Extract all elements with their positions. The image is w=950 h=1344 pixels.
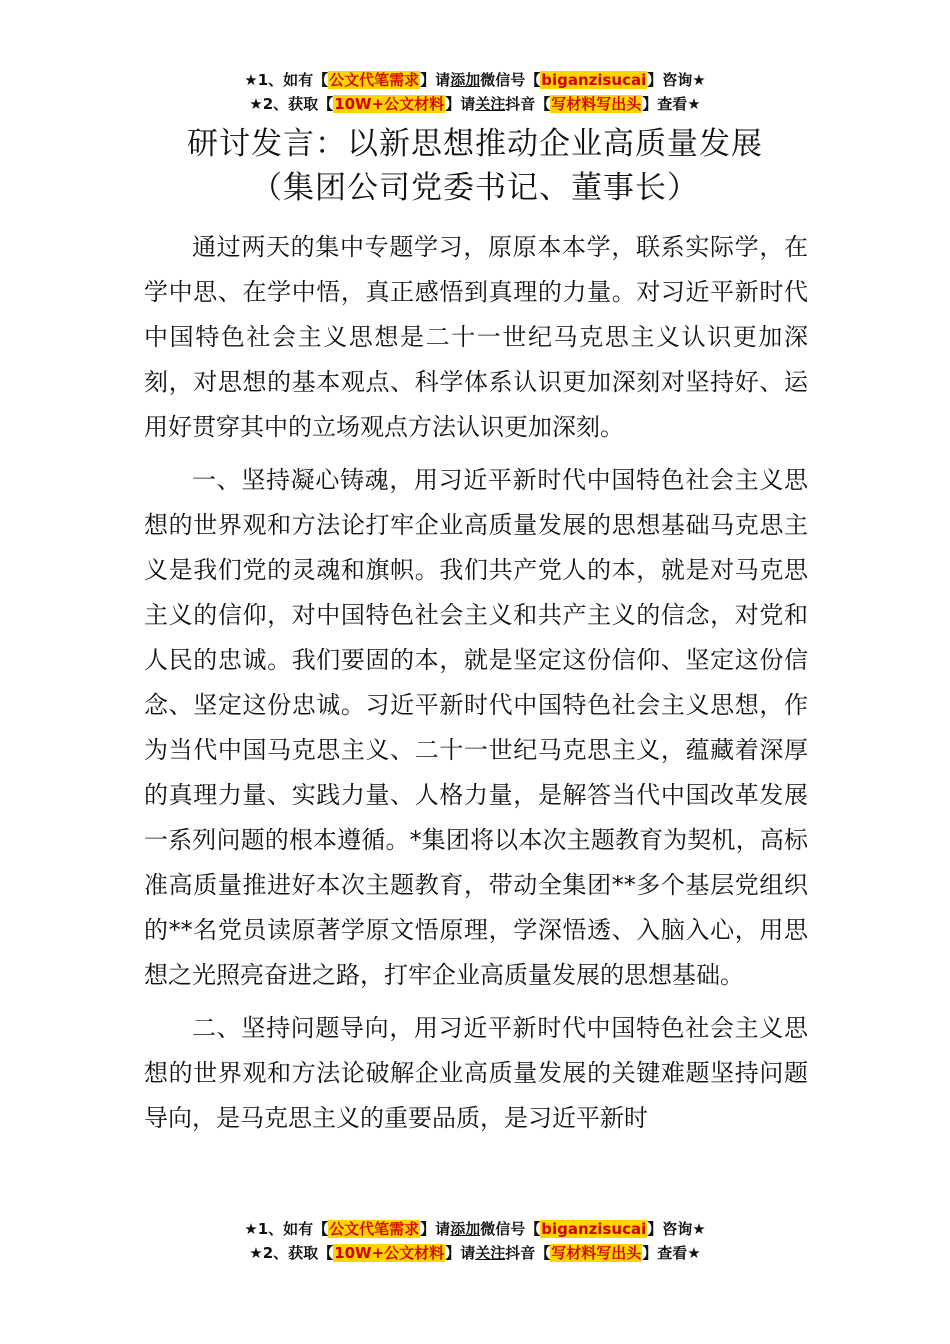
promo-text: 】请 xyxy=(445,1244,476,1262)
highlight-materials: 10W+公文材料 xyxy=(334,95,445,113)
promo-text: ★1、如有【 xyxy=(244,71,329,89)
promo-text: 】查看★ xyxy=(642,95,701,113)
paragraph-intro: 通过两天的集中专题学习，原原本本学，联系实际学，在学中思、在学中悟，真正感悟到真理的力量。对习近平新时代中国特色社会主义思想是二十一世纪马克思主义认识更加深刻，对思想的基本观点、科学体系认识更加深刻对坚持好、运用好贯穿其中的立场观点方法认识更加深刻。 xyxy=(144,233,808,441)
promo-underlined: 关注 xyxy=(475,1244,506,1262)
promo-text: 微信号【 xyxy=(480,71,541,89)
paragraph-section-1: 一、坚持凝心铸魂，用习近平新时代中国特色社会主义思想的世界观和方法论打牢企业高质量发展的思想基础马克思主义是我们党的灵魂和旗帜。我们共产党人的本，就是对马克思主义的信仰，对中国特色社会主义和共产主义的信念，对党和人民的忠诚。我们要固的本，就是坚定这份信仰、坚定这份信念、坚定这份忠诚。习近平新时代中国特色社会主义思想，作为当代中国马克思主义、二十一世纪马克思主义，蕴藏着深厚的真理力量、实践力量、人格力量，是解答当代中国改革发展一系列问题的根本遵循。*集团将以本次主题教育为契机，高标准高质量推进好本次主题教育，带动全集团**多个基层党组织的**名党员读原著学原文悟原理，学深悟透、入脑入心，用思想之光照亮奋进之路，打牢企业高质量发展的思想基础。 xyxy=(144,466,808,989)
highlight-service: 公文代笔需求 xyxy=(329,71,420,89)
promo-text: 】咨询★ xyxy=(647,71,706,89)
highlight-wechat-id: biganzisucai xyxy=(541,1220,647,1238)
promo-text: 】查看★ xyxy=(642,1244,701,1262)
highlight-service: 公文代笔需求 xyxy=(329,1220,420,1238)
promo-text: 抖音【 xyxy=(505,95,551,113)
promo-text: 】请 xyxy=(445,95,476,113)
highlight-materials: 10W+公文材料 xyxy=(334,1244,445,1262)
promo-underlined: 添加 xyxy=(450,71,481,89)
promo-line-1 xyxy=(0,68,950,92)
highlight-douyin-id: 写材料写出头 xyxy=(551,95,642,113)
promo-line-2 xyxy=(0,92,950,116)
promo-banner-top xyxy=(0,68,950,116)
promo-underlined: 添加 xyxy=(450,1220,481,1238)
highlight-douyin-id: 写材料写出头 xyxy=(551,1244,642,1262)
document-subtitle: （集团公司党委书记、董事长） xyxy=(251,170,699,206)
promo-text: ★2、获取【 xyxy=(249,95,334,113)
document-title: 研讨发言：以新思想推动企业高质量发展 xyxy=(187,126,763,162)
promo-text: ★1、如有【 xyxy=(244,1220,329,1238)
document-body xyxy=(144,225,808,1141)
promo-text: 微信号【 xyxy=(480,1220,541,1238)
promo-line-1 xyxy=(0,1217,950,1241)
highlight-wechat-id: biganzisucai xyxy=(541,71,647,89)
promo-text: ★2、获取【 xyxy=(249,1244,334,1262)
paragraph-section-2: 二、坚持问题导向，用习近平新时代中国特色社会主义思想的世界观和方法论破解企业高质量发展的关键难题坚持问题导向，是马克思主义的重要品质，是习近平新时 xyxy=(144,1014,808,1132)
promo-banner-bottom xyxy=(0,1217,950,1265)
promo-text: 抖音【 xyxy=(505,1244,551,1262)
promo-text: 】咨询★ xyxy=(647,1220,706,1238)
promo-text: 】请 xyxy=(420,1220,451,1238)
promo-underlined: 关注 xyxy=(475,95,506,113)
promo-line-2 xyxy=(0,1241,950,1265)
promo-text: 】请 xyxy=(420,71,451,89)
